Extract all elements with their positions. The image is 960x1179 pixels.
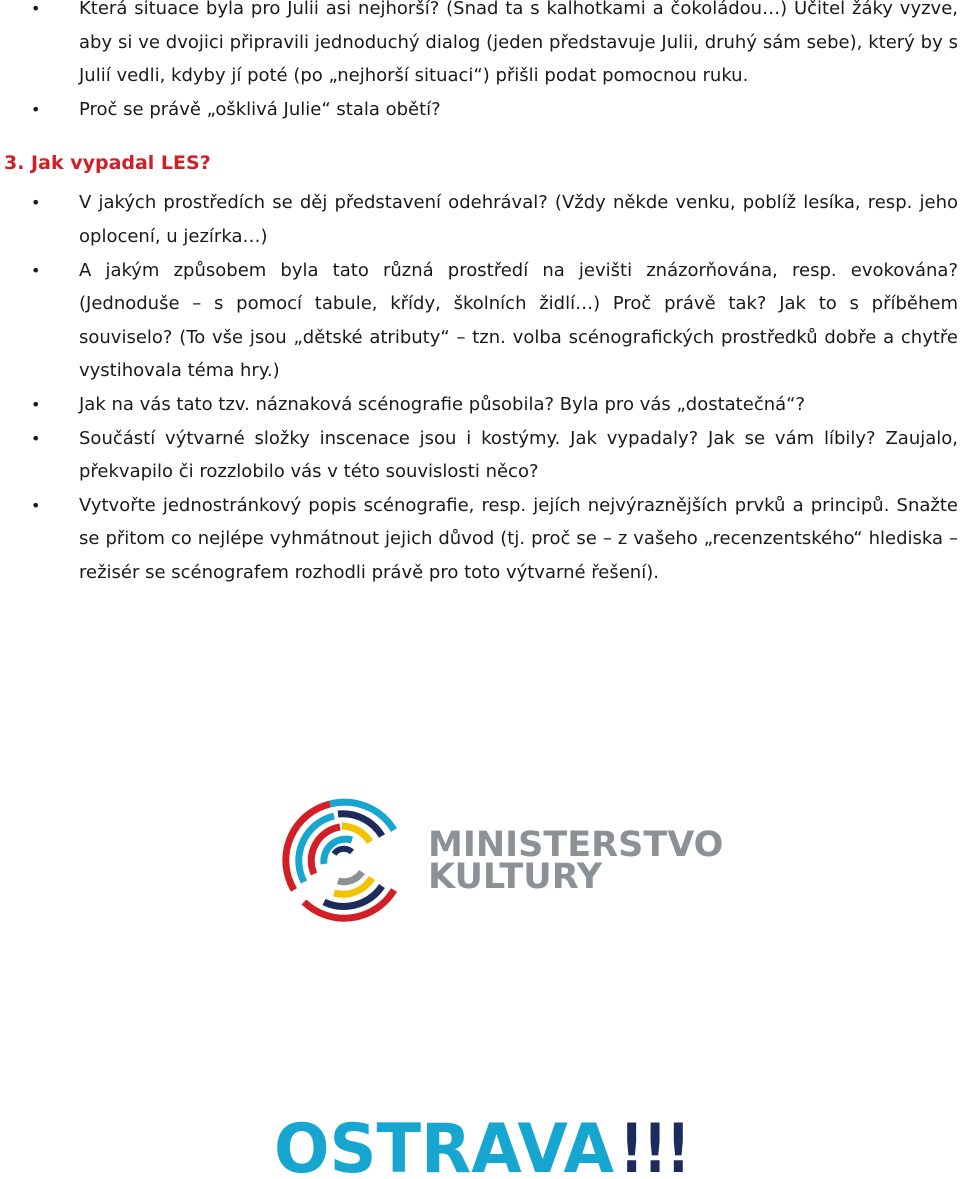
ostrava-exclamation-marks: !!!: [620, 1110, 690, 1179]
bullet: •: [31, 260, 41, 280]
list-item: • Součástí výtvarné složky inscenace jsou i kostýmy. Jak vypadaly? Jak se vám líbily? Zaujalo, překvapilo či rozzlobilo vás v této souvislosti něco?: [0, 422, 960, 489]
section-question-list: [0, 186, 960, 589]
section-heading: 3. Jak vypadal LES?: [4, 152, 211, 175]
intro-question-list: [0, 0, 960, 126]
list-item: • A jakým způsobem byla tato různá prostředí na jevišti znázorňována, resp. evokována? (Jednoduše – s pomocí tabule, křídy, školních židlí…) Proč právě tak? Jak to s příběhem souviselo? (To vše jsou „dětské atributy“ – tzn. volba scénografických prostředků dobře a chytře vystihovala téma hry.): [0, 254, 960, 388]
ministry-emblem-icon: [286, 802, 394, 918]
bullet: •: [31, 428, 41, 448]
bullet: •: [31, 0, 41, 18]
list-item: • Vytvořte jednostránkový popis scénografie, resp. jejích nejvýraznějších prvků a principů. Snažte se přitom co nejlépe vyhmátnout jejich důvod (tj. proč se – z vašeho „recenzentského“ hlediska – režisér se scénografem rozhodli právě pro toto výtvarné řešení).: [0, 489, 960, 590]
ministry-of-culture-logo: [282, 798, 724, 926]
bullet: •: [31, 193, 41, 213]
ostrava-logo: [270, 1110, 700, 1178]
list-item: • Proč se právě „ošklivá Julie“ stala obětí?: [0, 93, 960, 127]
ministry-line-1: MINISTERSTVO: [428, 825, 724, 865]
list-item: • V jakých prostředích se děj představení odehrával? (Vždy někde venku, poblíž lesíka, resp. jeho oplocení, u jezírka…): [0, 186, 960, 253]
list-item: • Jak na vás tato tzv. náznaková scénografie působila? Byla pro vás „dostatečná“?: [0, 388, 960, 422]
list-item: • Která situace byla pro Julii asi nejhorší? (Snad ta s kalhotkami a čokoládou…) Učitel žáky vyzve, aby si ve dvojici připravili jednoduchý dialog (jeden představuje Julii, druhý sám sebe), který by s Julií vedli, kdyby jí poté (po „nejhorší situaci“) přišli podat pomocnou ruku.: [0, 0, 960, 93]
bullet: •: [31, 394, 41, 414]
ministry-line-2: KULTURY: [428, 857, 603, 897]
bullet: •: [31, 99, 41, 119]
bullet: •: [31, 495, 41, 515]
ostrava-wordmark: OSTRAVA: [274, 1110, 615, 1179]
